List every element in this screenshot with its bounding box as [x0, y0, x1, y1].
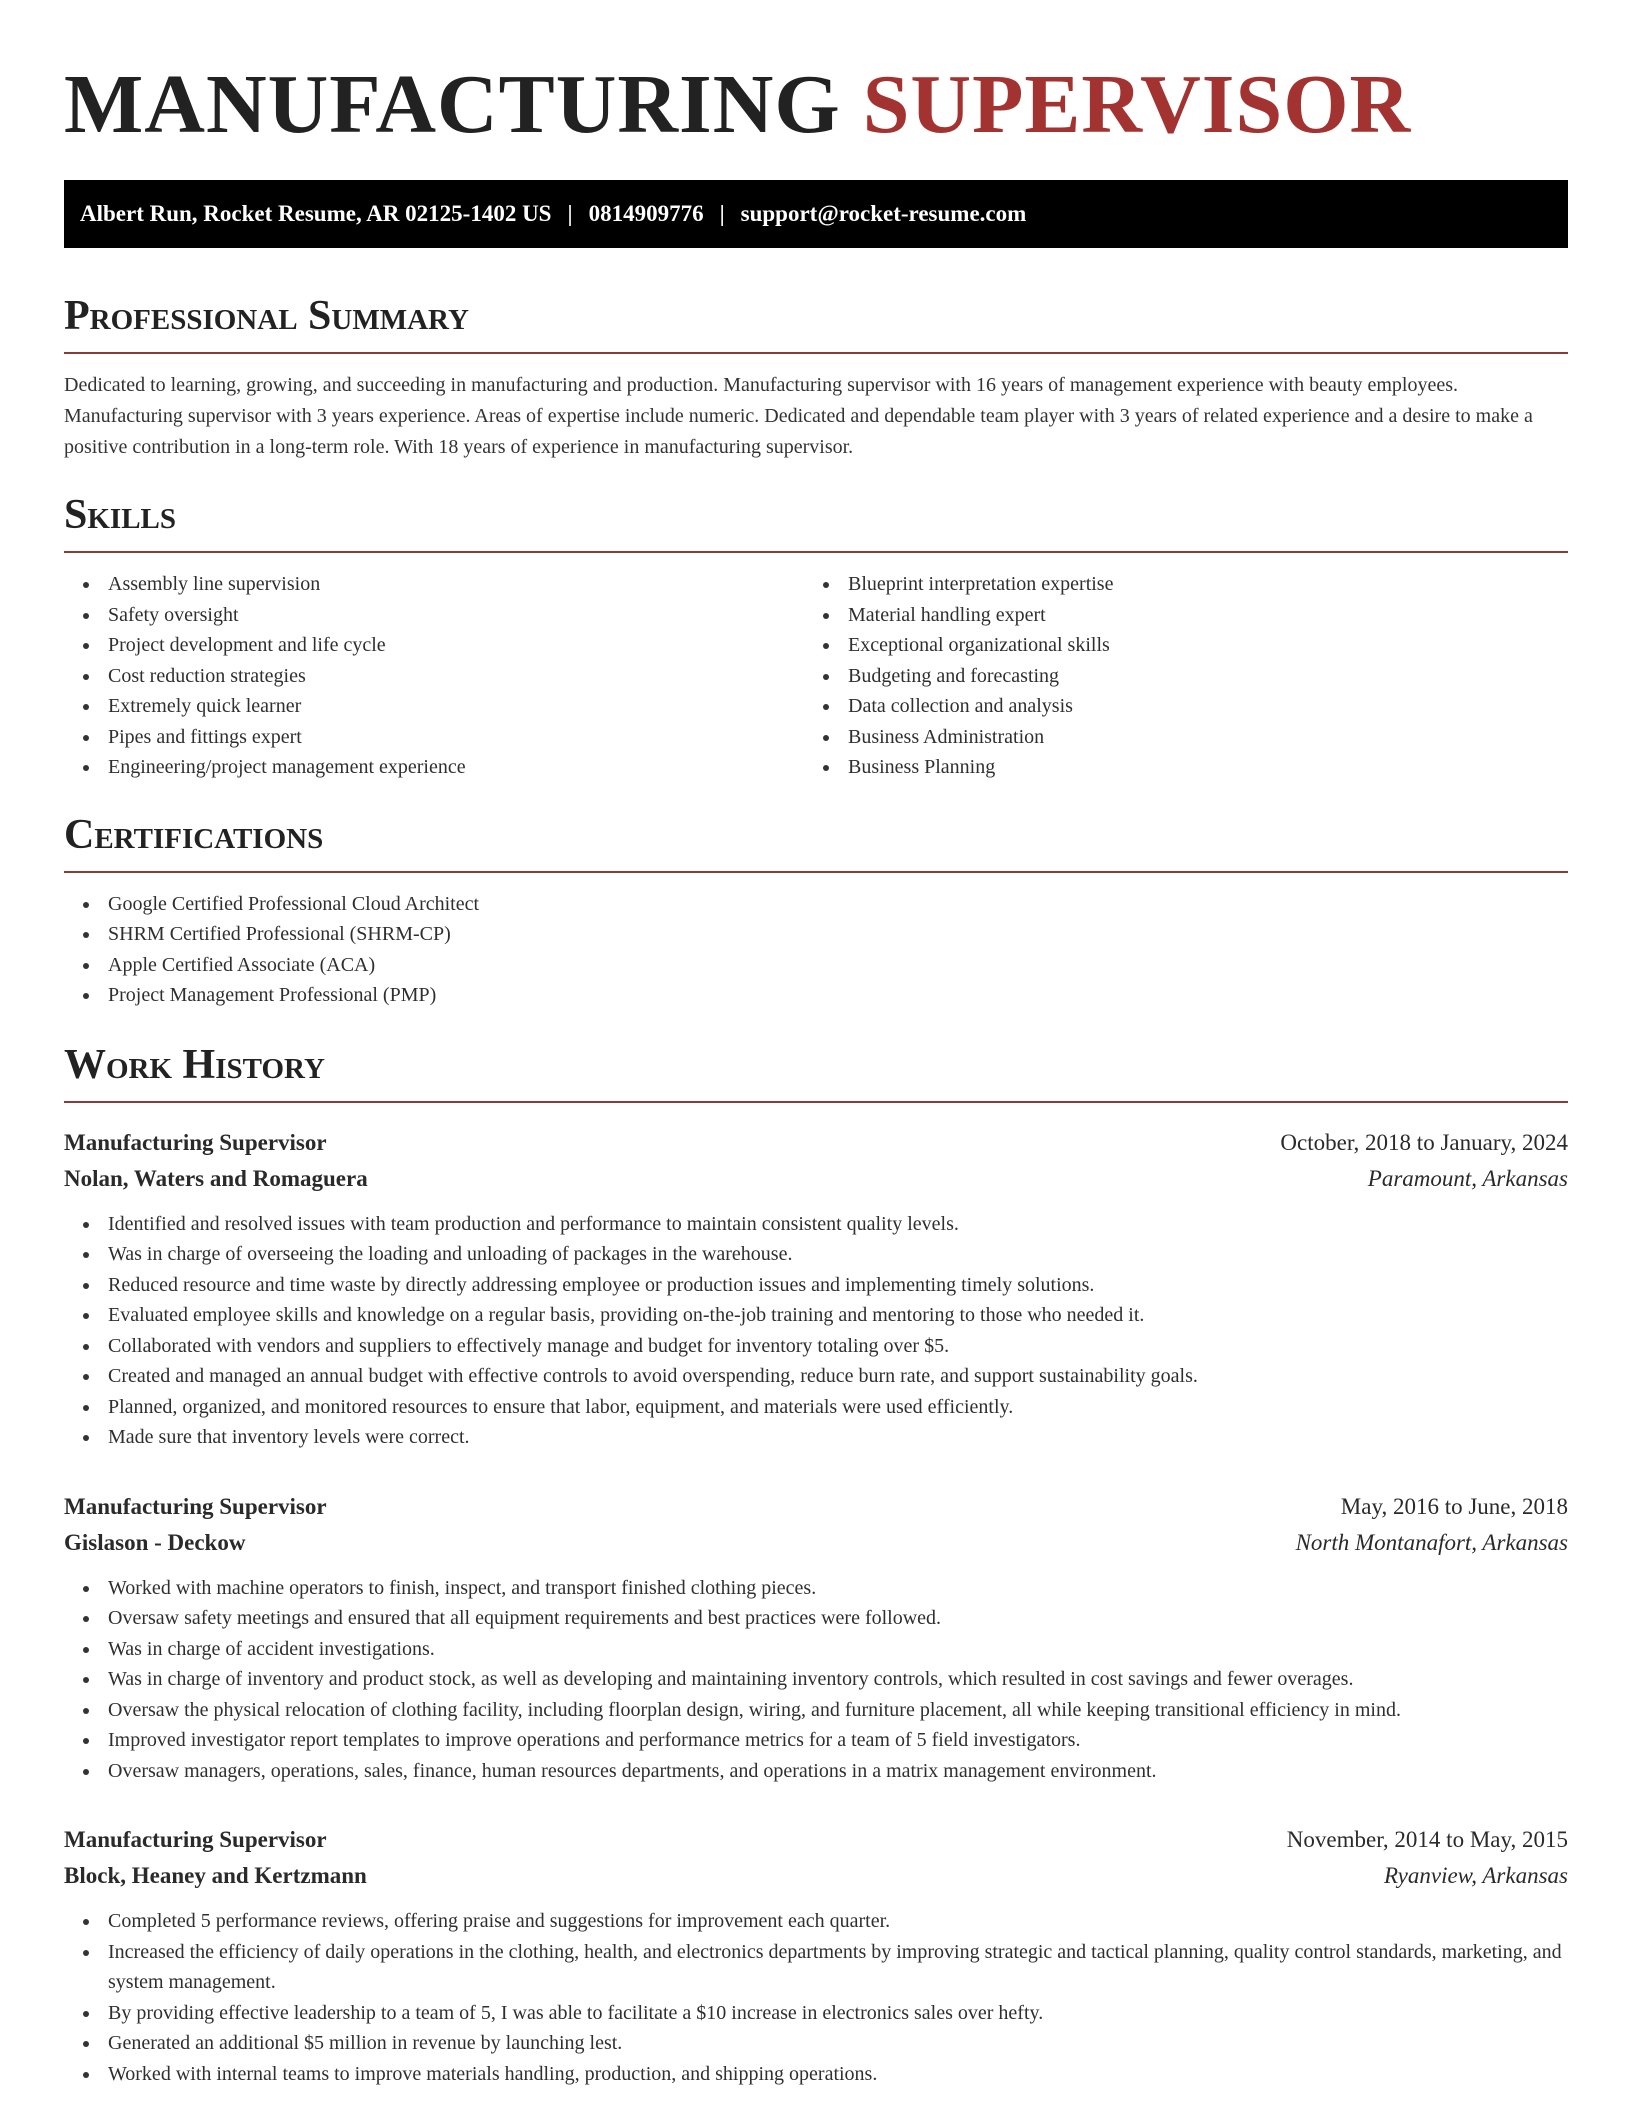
list-item: Cost reduction strategies	[64, 661, 804, 692]
list-item: Oversaw the physical relocation of clothing facility, including floorplan design, wiring, and furniture placement, all while keeping transitional efficiency in mind.	[64, 1695, 1568, 1726]
contact-email[interactable]: support@rocket-resume.com	[740, 201, 1027, 226]
list-item: Was in charge of overseeing the loading and unloading of packages in the warehouse.	[64, 1239, 1568, 1270]
job-company-row	[64, 1161, 1568, 1197]
list-item: Safety oversight	[64, 600, 804, 631]
job-dates: May, 2016 to June, 2018	[1340, 1493, 1568, 1519]
contact-bar	[64, 180, 1568, 248]
list-item: By providing effective leadership to a team of 5, I was able to facilitate a $10 increase in electronics sales over hefty.	[64, 1998, 1568, 2029]
job-header-row	[64, 1125, 1568, 1161]
job-header-row	[64, 1489, 1568, 1525]
skills-list-right	[804, 569, 1544, 783]
list-item: Pipes and fittings expert	[64, 722, 804, 753]
list-item: Was in charge of accident investigations.	[64, 1634, 1568, 1665]
skills-columns	[64, 553, 1568, 783]
list-item: Google Certified Professional Cloud Architect	[64, 889, 1568, 920]
job-location: Paramount, Arkansas	[1367, 1165, 1568, 1191]
list-item: Apple Certified Associate (ACA)	[64, 950, 1568, 981]
list-item: Generated an additional $5 million in revenue by launching lest.	[64, 2028, 1568, 2059]
section-heading: Skills	[64, 491, 1568, 553]
list-item: Collaborated with vendors and suppliers to effectively manage and budget for inventory totaling over $5.	[64, 1331, 1568, 1362]
job-company: Nolan, Waters and Romaguera	[64, 1165, 368, 1191]
list-item: Worked with machine operators to finish, inspect, and transport finished clothing pieces.	[64, 1573, 1568, 1604]
job-company: Block, Heaney and Kertzmann	[64, 1863, 367, 1888]
list-item: Assembly line supervision	[64, 569, 804, 600]
list-item: Extremely quick learner	[64, 691, 804, 722]
list-item: Project Management Professional (PMP)	[64, 980, 1568, 1011]
job-location: Ryanview, Arkansas	[1384, 1863, 1568, 1888]
list-item: Improved investigator report templates to improve operations and performance metrics for a team of 5 field investigators.	[64, 1725, 1568, 1756]
list-item: Exceptional organizational skills	[804, 630, 1544, 661]
job-company: Gislason - Deckow	[64, 1529, 246, 1555]
job-dates: November, 2014 to May, 2015	[1286, 1827, 1568, 1852]
skills-section	[64, 491, 1568, 783]
job-header-row	[64, 1822, 1568, 1858]
resume-title	[64, 56, 1568, 154]
list-item: Engineering/project management experience	[64, 752, 804, 783]
list-item: Reduced resource and time waste by directly addressing employee or production issues and implementing timely solutions.	[64, 1270, 1568, 1301]
list-item: Data collection and analysis	[804, 691, 1544, 722]
job-dates: October, 2018 to January, 2024	[1280, 1129, 1568, 1155]
list-item: Created and managed an annual budget with effective controls to avoid overspending, reduce burn rate, and support sustainability goals.	[64, 1361, 1568, 1392]
list-item: Was in charge of inventory and product stock, as well as developing and maintaining inventory controls, which resulted in cost savings and fewer overages.	[64, 1664, 1568, 1695]
job-duties-list	[64, 1906, 1568, 2089]
job-entry	[64, 1822, 1568, 2089]
list-item: Material handling expert	[804, 600, 1544, 631]
certifications-list	[64, 889, 1568, 1011]
section-heading: Certifications	[64, 811, 1568, 873]
list-item: Oversaw safety meetings and ensured that all equipment requirements and best practices were followed.	[64, 1603, 1568, 1634]
skills-list-left	[64, 569, 804, 783]
professional-summary-section	[64, 292, 1568, 463]
list-item: Business Administration	[804, 722, 1544, 753]
contact-separator: |	[719, 201, 725, 226]
job-company-row	[64, 1858, 1568, 1894]
list-item: Blueprint interpretation expertise	[804, 569, 1544, 600]
section-heading: Professional Summary	[64, 292, 1568, 354]
list-item: Budgeting and forecasting	[804, 661, 1544, 692]
job-title: Manufacturing Supervisor	[64, 1827, 327, 1852]
list-item: Evaluated employee skills and knowledge on a regular basis, providing on-the-job training and mentoring to those who needed it.	[64, 1300, 1568, 1331]
job-company-row	[64, 1525, 1568, 1561]
contact-address: Albert Run, Rocket Resume, AR 02125-1402 US	[80, 201, 552, 226]
title-main: MANUFACTURING	[64, 58, 841, 151]
list-item: SHRM Certified Professional (SHRM-CP)	[64, 919, 1568, 950]
certifications-section	[64, 811, 1568, 1011]
list-item: Made sure that inventory levels were correct.	[64, 1422, 1568, 1453]
list-item: Oversaw managers, operations, sales, finance, human resources departments, and operations in a matrix management environment.	[64, 1756, 1568, 1787]
job-title: Manufacturing Supervisor	[64, 1493, 327, 1519]
work-history-section	[64, 1041, 1568, 2090]
job-title: Manufacturing Supervisor	[64, 1129, 327, 1155]
summary-text: Dedicated to learning, growing, and succeeding in manufacturing and production. Manufacturing supervisor with 16 years of management experience with beauty employees. Manufacturing supervisor with 3 years experience. Areas of expertise include numeric. Dedicated and dependable team player with 3 years of related experience and a desire to make a positive contribution in a long-term role. With 18 years of experience in manufacturing supervisor.	[64, 374, 1533, 458]
list-item: Completed 5 performance reviews, offering praise and suggestions for improvement each quarter.	[64, 1906, 1568, 1937]
job-entry	[64, 1125, 1568, 1453]
job-duties-list	[64, 1573, 1568, 1787]
contact-phone[interactable]: 0814909776	[588, 201, 704, 226]
list-item: Identified and resolved issues with team production and performance to maintain consistent quality levels.	[64, 1209, 1568, 1240]
list-item: Worked with internal teams to improve materials handling, production, and shipping operations.	[64, 2059, 1568, 2090]
title-accent: SUPERVISOR	[862, 58, 1412, 151]
section-heading: Work History	[64, 1041, 1568, 1103]
list-item: Planned, organized, and monitored resources to ensure that labor, equipment, and materials were used efficiently.	[64, 1392, 1568, 1423]
list-item: Increased the efficiency of daily operations in the clothing, health, and electronics departments by improving strategic and tactical planning, quality control standards, marketing, and system management.	[64, 1937, 1568, 1998]
list-item: Project development and life cycle	[64, 630, 804, 661]
job-duties-list	[64, 1209, 1568, 1453]
list-item: Business Planning	[804, 752, 1544, 783]
contact-separator: |	[567, 201, 573, 226]
job-location: North Montanafort, Arkansas	[1295, 1529, 1568, 1555]
job-entry	[64, 1489, 1568, 1787]
